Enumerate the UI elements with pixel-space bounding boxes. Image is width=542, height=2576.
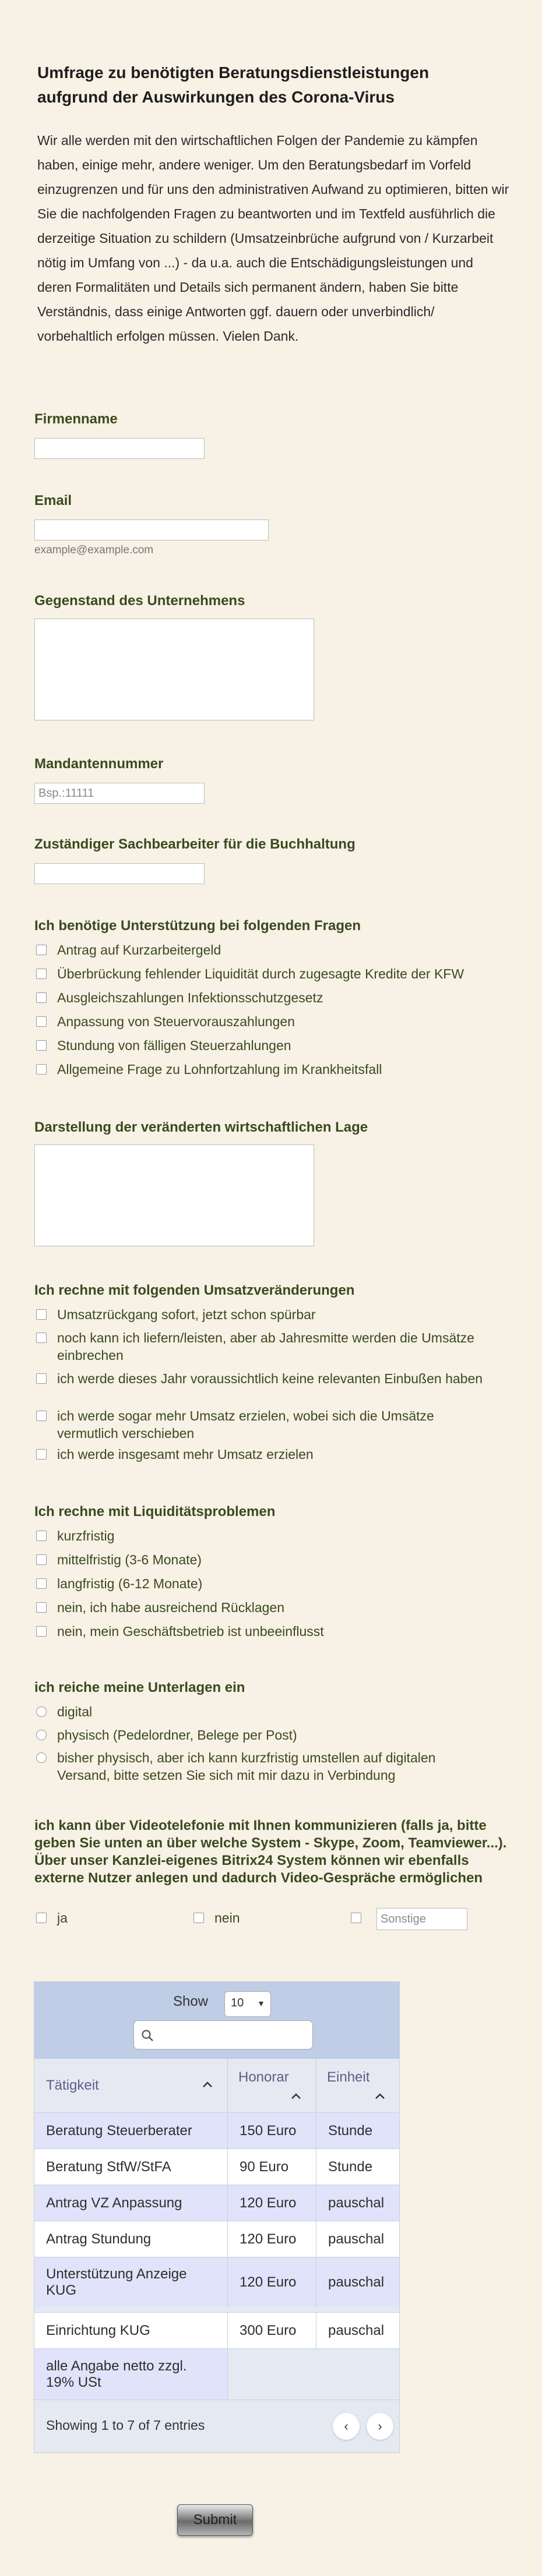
checkbox[interactable] (351, 1913, 361, 1923)
unterstuetzung-option[interactable]: Anpassung von Steuervorauszahlungen (36, 1013, 518, 1030)
previous-page-button[interactable] (333, 2413, 360, 2440)
liquiditaet-option[interactable]: nein, ich habe ausreichend Rücklagen (36, 1599, 518, 1616)
checkbox[interactable] (36, 1309, 47, 1320)
umsatz-option[interactable]: noch kann ich liefern/leisten, aber ab Jahresmitte werden die Umsätze einbrechen (36, 1329, 488, 1364)
cell-einheit: Stunde (328, 2123, 373, 2139)
checkbox[interactable] (193, 1913, 204, 1923)
checkbox[interactable] (36, 969, 47, 979)
liquiditaet-option[interactable]: langfristig (6-12 Monate) (36, 1575, 518, 1592)
cell-honorar: 120 Euro (228, 2221, 316, 2257)
entries-select[interactable] (224, 1991, 271, 2017)
cell-honorar: 300 Euro (228, 2313, 316, 2349)
mandant-label: Mandantennummer (34, 756, 164, 772)
liquiditaet-option[interactable]: mittelfristig (3-6 Monate) (36, 1551, 518, 1568)
cell-note: alle Angabe netto zzgl. 19% USt (34, 2349, 228, 2400)
unterstuetzung-label: Ich benötige Unterstützung bei folgenden Fragen (34, 918, 361, 934)
unterstuetzung-option[interactable]: Antrag auf Kurzarbeitergeld (36, 941, 518, 959)
table-row (34, 2112, 399, 2149)
checkbox[interactable] (36, 1333, 47, 1343)
cell-einheit: Stunde (328, 2159, 373, 2175)
cell-einheit: pauschal (328, 2195, 385, 2211)
video-no-option[interactable]: nein (193, 1909, 240, 1927)
liquiditaet-label: Ich rechne mit Liquiditätsproblemen (34, 1504, 276, 1520)
cell-taetigkeit: Antrag Stundung (34, 2221, 228, 2257)
table-search-input[interactable] (133, 2020, 313, 2050)
gegenstand-textarea[interactable] (34, 619, 314, 720)
price-table-widget (34, 1981, 400, 2313)
sort-icon (375, 2093, 385, 2100)
checkbox[interactable] (36, 992, 47, 1003)
email-hint: example@example.com (34, 544, 154, 556)
table-footer (34, 2400, 399, 2453)
email-input[interactable] (34, 520, 269, 540)
table-controls (34, 1982, 399, 2067)
table-row (34, 2221, 399, 2257)
unterlagen-option[interactable]: bisher physisch, aber ich kann kurzfristig umstellen auf digitalen Versand, bitte setzen Sie sich mit mir dazu in Verbindung (36, 1749, 488, 1784)
unterstuetzung-option[interactable]: Stundung von fälligen Steuerzahlungen (36, 1037, 518, 1054)
table-row (34, 2312, 399, 2348)
checkbox[interactable] (36, 1913, 47, 1923)
unterlagen-label: ich reiche meine Unterlagen ein (34, 1680, 245, 1695)
form-title: Umfrage zu benötigten Beratungsdienstleistungen aufgrund der Auswirkungen des Corona-Virus (37, 63, 430, 106)
unterstuetzung-option[interactable]: Allgemeine Frage zu Lohnfortzahlung im Krankheitsfall (36, 1061, 518, 1078)
umsatz-option[interactable]: ich werde insgesamt mehr Umsatz erzielen (36, 1446, 488, 1463)
firmenname-label: Firmenname (34, 411, 118, 427)
sort-icon (291, 2093, 301, 2100)
sort-icon (202, 2081, 213, 2088)
search-icon (141, 2029, 154, 2042)
chevron-left-icon: ‹ (344, 2419, 349, 2433)
umsatz-label: Ich rechne mit folgenden Umsatzveränderungen (34, 1282, 355, 1298)
table-row (34, 2149, 399, 2185)
checkbox[interactable] (36, 1449, 47, 1460)
column-header-einheit[interactable]: Einheit (316, 2059, 399, 2112)
video-other-option[interactable] (351, 1909, 372, 1923)
video-yes-option[interactable]: ja (36, 1909, 68, 1927)
unterstuetzung-option[interactable]: Überbrückung fehlender Liquidität durch zugesagte Kredite der KFW (36, 965, 518, 983)
radio[interactable] (36, 1706, 47, 1717)
next-page-button[interactable] (367, 2413, 393, 2440)
price-table-continued (34, 2313, 400, 2453)
cell-taetigkeit: Beratung Steuerberater (34, 2113, 228, 2149)
cell-honorar: 120 Euro (228, 2185, 316, 2221)
column-header-taetigkeit[interactable]: Tätigkeit (34, 2059, 228, 2112)
umsatz-option[interactable]: Umsatzrückgang sofort, jetzt schon spürbar (36, 1306, 488, 1323)
radio[interactable] (36, 1752, 47, 1763)
table-row (34, 2257, 399, 2307)
cell-taetigkeit: Antrag VZ Anpassung (34, 2185, 228, 2221)
firmenname-input[interactable] (34, 438, 205, 459)
checkbox[interactable] (36, 1064, 47, 1075)
cell-honorar: 120 Euro (228, 2257, 316, 2308)
table-row (34, 2185, 399, 2221)
checkbox[interactable] (36, 1554, 47, 1565)
darstellung-textarea[interactable] (34, 1144, 314, 1246)
submit-button[interactable]: Submit (177, 2504, 253, 2536)
table-row (34, 2348, 399, 2400)
form-intro: Wir alle werden mit den wirtschaftlichen Folgen der Pandemie zu kämpfen haben, einige mehr, andere weniger. Um den Beratungsbedarf im Vorfeld einzugrenzen und für uns den administrativen Aufwand zu optimieren, bitten wir Sie die nachfolgenden Fragen zu beantworten und im Textfeld ausführlich die derzeitige Situation zu schildern (Umsatzeinbrüche aufgrund von / Kurzarbeit nötig im Umfang von ...) - da u.a. auch die Entschädigungsleistungen und deren Formalitäten und Details sich permanent ändern, haben Sie bitte Verständnis, dass einige Antworten ggf. dauern oder unverbindlich/ vorbehaltlich erfolgen müssen. Vielen Dank. (37, 133, 509, 344)
cell-taetigkeit: Beratung StfW/StFA (34, 2149, 228, 2185)
unterstuetzung-option[interactable]: Ausgleichszahlungen Infektionsschutzgesetz (36, 989, 518, 1006)
column-header-honorar[interactable]: Honorar (228, 2059, 316, 2112)
sachbearbeiter-input[interactable] (34, 863, 205, 884)
checkbox[interactable] (36, 1411, 47, 1421)
cell-einheit: pauschal (328, 2323, 385, 2338)
chevron-down-icon: ▾ (258, 1999, 263, 2009)
sachbearbeiter-label: Zuständiger Sachbearbeiter für die Buchhaltung (34, 836, 356, 852)
darstellung-label: Darstellung der veränderten wirtschaftlichen Lage (34, 1119, 368, 1135)
video-other-input[interactable] (376, 1908, 467, 1930)
cell-einheit: pauschal (328, 2274, 385, 2290)
cell-taetigkeit: Unterstützung Anzeige KUG (34, 2257, 228, 2308)
checkbox[interactable] (36, 1578, 47, 1589)
checkbox[interactable] (36, 1531, 47, 1541)
cell-einheit: pauschal (328, 2231, 385, 2247)
cell-taetigkeit: Einrichtung KUG (34, 2313, 228, 2349)
video-label: ich kann über Videotelefonie mit Ihnen kommunizieren (falls ja, bitte geben Sie unten an über welche System - Skype, Zoom, Teamviewer...). Über unser Kanzlei-eigenes Bitrix24 System können wir ebenfalls externe Nutzer anlegen und dadurch Video-Gespräche ermöglichen (34, 1818, 507, 1886)
cell-honorar: 90 Euro (228, 2149, 316, 2185)
umsatz-option[interactable]: ich werde dieses Jahr voraussichtlich keine relevanten Einbußen haben (36, 1370, 488, 1387)
unterlagen-option[interactable]: digital (36, 1703, 518, 1720)
cell-honorar: 150 Euro (228, 2113, 316, 2149)
chevron-right-icon: › (378, 2419, 382, 2433)
email-label: Email (34, 493, 72, 508)
entries-select-value: 10 (231, 1997, 244, 2009)
show-label: Show (173, 1994, 209, 2009)
umsatz-option[interactable]: ich werde sogar mehr Umsatz erzielen, wobei sich die Umsätze vermutlich verschieben (36, 1407, 488, 1442)
checkbox[interactable] (36, 1040, 47, 1051)
radio[interactable] (36, 1730, 47, 1740)
liquiditaet-option[interactable]: kurzfristig (36, 1527, 518, 1545)
checkbox[interactable] (36, 1016, 47, 1027)
checkbox[interactable] (36, 1626, 47, 1637)
checkbox[interactable] (36, 1373, 47, 1384)
table-info: Showing 1 to 7 of 7 entries (46, 2418, 205, 2433)
liquiditaet-option[interactable]: nein, mein Geschäftsbetrieb ist unbeeinflusst (36, 1623, 518, 1640)
mandant-input[interactable] (34, 783, 205, 804)
checkbox[interactable] (36, 945, 47, 955)
gegenstand-label: Gegenstand des Unternehmens (34, 593, 245, 609)
checkbox[interactable] (36, 1602, 47, 1613)
unterlagen-option[interactable]: physisch (Pedelordner, Belege per Post) (36, 1726, 518, 1744)
